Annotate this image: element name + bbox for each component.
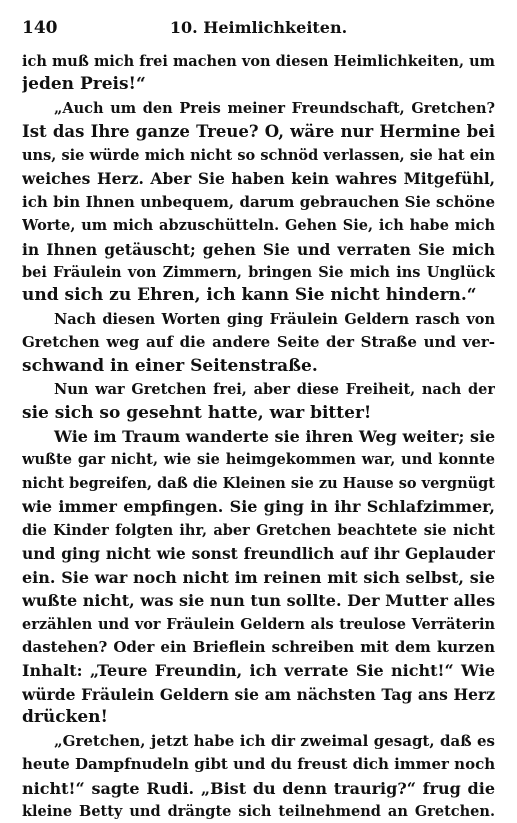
text-line: erzählen und vor Fräulein Geldern als treulose Verräterin: [22, 615, 495, 633]
text-line: sie sich so gesehnt hatte, war bitter!: [22, 402, 372, 423]
text-line: dastehen? Oder ein Brieflein schreiben mit dem kurzen: [22, 637, 495, 656]
text-line: kleine Betty und drängte sich teilnehmend an Gretchen.: [22, 803, 495, 820]
text-line: drücken!: [22, 707, 108, 728]
text-line: schwand in einer Seitenstraße.: [22, 355, 318, 376]
text-line: Gretchen weg auf die andere Seite der Straße und ver-: [22, 333, 495, 352]
page-number: 140: [22, 18, 58, 38]
text-line: nicht!“ sagte Rudi. „Bist du denn traurig?“ frug die: [22, 778, 495, 798]
text-line: Ist das Ihre ganze Treue? O, wäre nur Hermine bei: [22, 122, 495, 142]
paragraph-first-line: „Auch um den Preis meiner Freundschaft, Gretchen?: [54, 99, 495, 117]
running-head: 10. Heimlichkeiten.: [169, 18, 348, 37]
paragraph-first-line: Nach diesen Worten ging Fräulein Geldern rasch von: [54, 310, 495, 328]
paragraph-first-line: Nun war Gretchen frei, aber diese Freiheit, nach der: [54, 381, 495, 399]
text-line: Inhalt: „Teure Freundin, ich verrate Sie nicht!“ Wie: [22, 661, 495, 681]
text-line: ich muß mich frei machen von diesen Heimlichkeiten, um: [22, 53, 495, 70]
text-line: würde Fräulein Geldern sie am nächsten Tag ans Herz: [22, 684, 495, 704]
text-line: heute Dampfnudeln gibt und du freust dich immer noch: [22, 755, 495, 774]
text-line: bei Fräulein von Zimmern, bringen Sie mich ins Unglück: [22, 263, 495, 281]
paragraph-first-line: „Gretchen, jetzt habe ich dir zweimal gesagt, daß es: [54, 731, 495, 750]
text-line: und sich zu Ehren, ich kann Sie nicht hindern.“: [22, 285, 477, 306]
text-line: und ging nicht wie sonst freundlich auf ihr Geplauder: [22, 544, 495, 564]
text-line: weiches Herz. Aber Sie haben kein wahres Mitgefühl,: [22, 169, 495, 189]
body-text: [22, 50, 495, 823]
page-header: [22, 18, 495, 44]
text-line: nicht begreifen, daß die Kleinen sie zu Hause so vergnügt: [22, 474, 495, 492]
text-line: die Kinder folgten ihr, aber Gretchen beachtete sie nicht: [22, 521, 495, 539]
text-line: wußte gar nicht, wie sie heimgekommen war, und konnte: [22, 451, 495, 469]
text-line: in Ihnen getäuscht; gehen Sie und verraten Sie mich: [22, 239, 495, 259]
text-line: ich bin Ihnen unbequem, darum gebrauchen Sie schöne: [22, 192, 495, 211]
paragraph-first-line: Wie im Traum wanderte sie ihren Weg weiter; sie: [54, 427, 495, 446]
text-line: jeden Preis!“: [22, 74, 146, 95]
text-line: ein. Sie war noch nicht im reinen mit sich selbst, sie: [22, 567, 495, 587]
text-line: wie immer empfingen. Sie ging in ihr Schlafzimmer,: [22, 497, 495, 517]
text-line: wußte nicht, was sie nun tun sollte. Der Mutter alles: [22, 591, 495, 611]
text-line: Worte, um mich abzuschütteln. Gehen Sie, ich habe mich: [22, 217, 495, 235]
text-line: uns, sie würde mich nicht so schnöd verlassen, sie hat ein: [22, 146, 495, 164]
